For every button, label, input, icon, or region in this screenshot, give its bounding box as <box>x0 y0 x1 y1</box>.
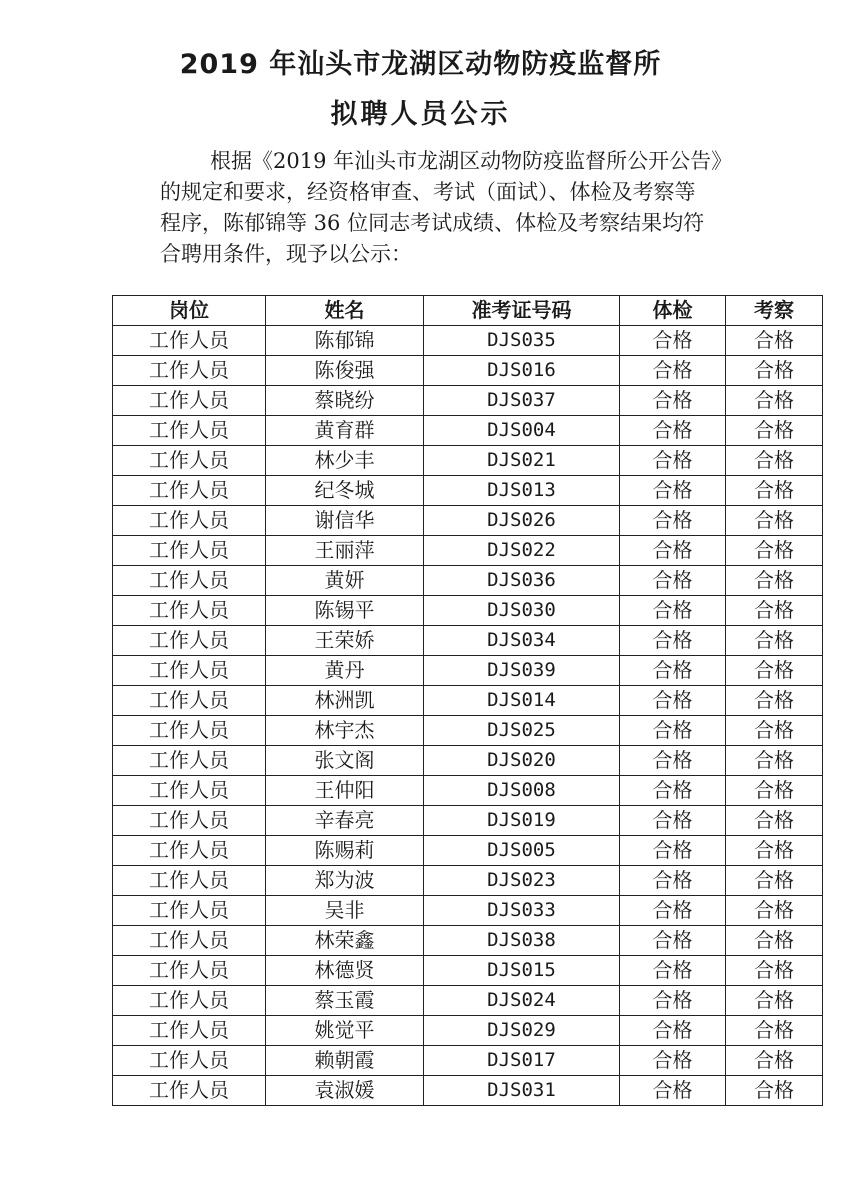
candidate-table <box>112 295 823 1106</box>
cell-inspection: 合格 <box>726 776 823 806</box>
table-row <box>113 386 823 416</box>
cell-exam-id: DJS035 <box>424 326 620 356</box>
cell-inspection: 合格 <box>726 746 823 776</box>
cell-exam-id: DJS039 <box>424 656 620 686</box>
cell-post: 工作人员 <box>113 566 266 596</box>
cell-name: 郑为波 <box>266 866 424 896</box>
cell-exam-id: DJS033 <box>424 896 620 926</box>
cell-physical: 合格 <box>620 986 726 1016</box>
table-row <box>113 656 823 686</box>
cell-name: 王仲阳 <box>266 776 424 806</box>
cell-exam-id: DJS005 <box>424 836 620 866</box>
cell-name: 张文阁 <box>266 746 424 776</box>
header-row <box>113 296 823 326</box>
cell-exam-id: DJS030 <box>424 596 620 626</box>
cell-physical: 合格 <box>620 476 726 506</box>
intro-line: 合聘用条件，现予以公示： <box>160 242 412 266</box>
cell-name: 袁淑媛 <box>266 1076 424 1106</box>
cell-physical: 合格 <box>620 956 726 986</box>
cell-physical: 合格 <box>620 416 726 446</box>
cell-name: 王荣娇 <box>266 626 424 656</box>
document-title: 2019 年汕头市龙湖区动物防疫监督所 <box>179 49 662 80</box>
cell-physical: 合格 <box>620 1076 726 1106</box>
table-row <box>113 1076 823 1106</box>
cell-exam-id: DJS020 <box>424 746 620 776</box>
cell-post: 工作人员 <box>113 986 266 1016</box>
cell-inspection: 合格 <box>726 1076 823 1106</box>
table-row <box>113 596 823 626</box>
cell-post: 工作人员 <box>113 806 266 836</box>
cell-inspection: 合格 <box>726 506 823 536</box>
cell-name: 黄妍 <box>266 566 424 596</box>
cell-inspection: 合格 <box>726 986 823 1016</box>
cell-exam-id: DJS023 <box>424 866 620 896</box>
cell-physical: 合格 <box>620 596 726 626</box>
cell-post: 工作人员 <box>113 326 266 356</box>
cell-inspection: 合格 <box>726 686 823 716</box>
cell-post: 工作人员 <box>113 1076 266 1106</box>
cell-physical: 合格 <box>620 566 726 596</box>
cell-post: 工作人员 <box>113 506 266 536</box>
cell-physical: 合格 <box>620 866 726 896</box>
table-row <box>113 836 823 866</box>
table-row <box>113 626 823 656</box>
cell-inspection: 合格 <box>726 416 823 446</box>
cell-post: 工作人员 <box>113 956 266 986</box>
cell-post: 工作人员 <box>113 896 266 926</box>
cell-inspection: 合格 <box>726 896 823 926</box>
cell-inspection: 合格 <box>726 656 823 686</box>
cell-physical: 合格 <box>620 1016 726 1046</box>
cell-post: 工作人员 <box>113 1016 266 1046</box>
cell-physical: 合格 <box>620 836 726 866</box>
cell-name: 王丽萍 <box>266 536 424 566</box>
cell-name: 陈赐莉 <box>266 836 424 866</box>
cell-physical: 合格 <box>620 806 726 836</box>
table-header <box>113 296 823 326</box>
cell-exam-id: DJS038 <box>424 926 620 956</box>
cell-exam-id: DJS014 <box>424 686 620 716</box>
cell-exam-id: DJS024 <box>424 986 620 1016</box>
cell-name: 林荣鑫 <box>266 926 424 956</box>
cell-physical: 合格 <box>620 386 726 416</box>
table-row <box>113 896 823 926</box>
cell-physical: 合格 <box>620 656 726 686</box>
cell-exam-id: DJS029 <box>424 1016 620 1046</box>
cell-exam-id: DJS015 <box>424 956 620 986</box>
intro-line: 根据《2019 年汕头市龙湖区动物防疫监督所公开公告》 <box>210 149 733 173</box>
cell-post: 工作人员 <box>113 536 266 566</box>
cell-name: 吴非 <box>266 896 424 926</box>
intro-paragraph <box>160 146 780 270</box>
cell-physical: 合格 <box>620 356 726 386</box>
cell-exam-id: DJS013 <box>424 476 620 506</box>
cell-name: 黄育群 <box>266 416 424 446</box>
header-post: 岗位 <box>113 296 266 326</box>
cell-exam-id: DJS031 <box>424 1076 620 1106</box>
cell-name: 林宇杰 <box>266 716 424 746</box>
cell-physical: 合格 <box>620 506 726 536</box>
cell-inspection: 合格 <box>726 806 823 836</box>
table-row <box>113 416 823 446</box>
cell-inspection: 合格 <box>726 926 823 956</box>
cell-physical: 合格 <box>620 926 726 956</box>
cell-inspection: 合格 <box>726 1016 823 1046</box>
cell-post: 工作人员 <box>113 356 266 386</box>
cell-physical: 合格 <box>620 776 726 806</box>
cell-inspection: 合格 <box>726 356 823 386</box>
cell-physical: 合格 <box>620 686 726 716</box>
table-row <box>113 716 823 746</box>
cell-exam-id: DJS025 <box>424 716 620 746</box>
cell-exam-id: DJS004 <box>424 416 620 446</box>
cell-post: 工作人员 <box>113 926 266 956</box>
document-subtitle: 拟聘人员公示 <box>330 99 511 130</box>
cell-name: 谢信华 <box>266 506 424 536</box>
cell-post: 工作人员 <box>113 866 266 896</box>
cell-post: 工作人员 <box>113 1046 266 1076</box>
cell-exam-id: DJS016 <box>424 356 620 386</box>
cell-exam-id: DJS019 <box>424 806 620 836</box>
table-row <box>113 536 823 566</box>
cell-physical: 合格 <box>620 896 726 926</box>
cell-post: 工作人员 <box>113 476 266 506</box>
cell-inspection: 合格 <box>726 626 823 656</box>
table-row <box>113 566 823 596</box>
cell-inspection: 合格 <box>726 866 823 896</box>
cell-inspection: 合格 <box>726 536 823 566</box>
cell-inspection: 合格 <box>726 836 823 866</box>
cell-name: 纪冬城 <box>266 476 424 506</box>
cell-inspection: 合格 <box>726 956 823 986</box>
table-row <box>113 776 823 806</box>
cell-exam-id: DJS026 <box>424 506 620 536</box>
table-row <box>113 746 823 776</box>
table-body <box>113 326 823 1106</box>
cell-name: 林德贤 <box>266 956 424 986</box>
cell-physical: 合格 <box>620 326 726 356</box>
header-inspection: 考察 <box>726 296 823 326</box>
cell-physical: 合格 <box>620 746 726 776</box>
cell-post: 工作人员 <box>113 746 266 776</box>
cell-inspection: 合格 <box>726 386 823 416</box>
cell-post: 工作人员 <box>113 416 266 446</box>
cell-name: 辛春亮 <box>266 806 424 836</box>
cell-exam-id: DJS034 <box>424 626 620 656</box>
table-row <box>113 866 823 896</box>
header-exam-id: 准考证号码 <box>424 296 620 326</box>
cell-post: 工作人员 <box>113 626 266 656</box>
cell-inspection: 合格 <box>726 566 823 596</box>
cell-name: 赖朝霞 <box>266 1046 424 1076</box>
header-name: 姓名 <box>266 296 424 326</box>
table-row <box>113 506 823 536</box>
cell-post: 工作人员 <box>113 716 266 746</box>
cell-post: 工作人员 <box>113 776 266 806</box>
cell-post: 工作人员 <box>113 386 266 416</box>
table-row <box>113 926 823 956</box>
cell-inspection: 合格 <box>726 446 823 476</box>
table-row <box>113 806 823 836</box>
cell-exam-id: DJS017 <box>424 1046 620 1076</box>
intro-line: 的规定和要求，经资格审查、考试（面试）、体检及考察等 <box>160 180 696 204</box>
cell-name: 林洲凯 <box>266 686 424 716</box>
table-row <box>113 1046 823 1076</box>
cell-name: 蔡玉霞 <box>266 986 424 1016</box>
cell-name: 黄丹 <box>266 656 424 686</box>
cell-physical: 合格 <box>620 536 726 566</box>
cell-name: 蔡晓纷 <box>266 386 424 416</box>
cell-inspection: 合格 <box>726 1046 823 1076</box>
cell-post: 工作人员 <box>113 686 266 716</box>
cell-post: 工作人员 <box>113 446 266 476</box>
header-physical: 体检 <box>620 296 726 326</box>
cell-physical: 合格 <box>620 626 726 656</box>
cell-name: 陈俊强 <box>266 356 424 386</box>
cell-name: 姚觉平 <box>266 1016 424 1046</box>
cell-physical: 合格 <box>620 716 726 746</box>
cell-post: 工作人员 <box>113 656 266 686</box>
cell-physical: 合格 <box>620 1046 726 1076</box>
cell-inspection: 合格 <box>726 326 823 356</box>
table-row <box>113 326 823 356</box>
cell-name: 林少丰 <box>266 446 424 476</box>
table-row <box>113 686 823 716</box>
table-row <box>113 446 823 476</box>
cell-inspection: 合格 <box>726 596 823 626</box>
table-row <box>113 1016 823 1046</box>
table-row <box>113 956 823 986</box>
cell-post: 工作人员 <box>113 596 266 626</box>
cell-physical: 合格 <box>620 446 726 476</box>
table-row <box>113 986 823 1016</box>
cell-exam-id: DJS008 <box>424 776 620 806</box>
table-row <box>113 476 823 506</box>
cell-name: 陈郁锦 <box>266 326 424 356</box>
cell-inspection: 合格 <box>726 716 823 746</box>
cell-name: 陈锡平 <box>266 596 424 626</box>
cell-exam-id: DJS036 <box>424 566 620 596</box>
cell-exam-id: DJS037 <box>424 386 620 416</box>
table-row <box>113 356 823 386</box>
cell-inspection: 合格 <box>726 476 823 506</box>
intro-line: 程序，陈郁锦等 36 位同志考试成绩、体检及考察结果均符 <box>160 211 705 235</box>
cell-exam-id: DJS022 <box>424 536 620 566</box>
cell-post: 工作人员 <box>113 836 266 866</box>
cell-exam-id: DJS021 <box>424 446 620 476</box>
